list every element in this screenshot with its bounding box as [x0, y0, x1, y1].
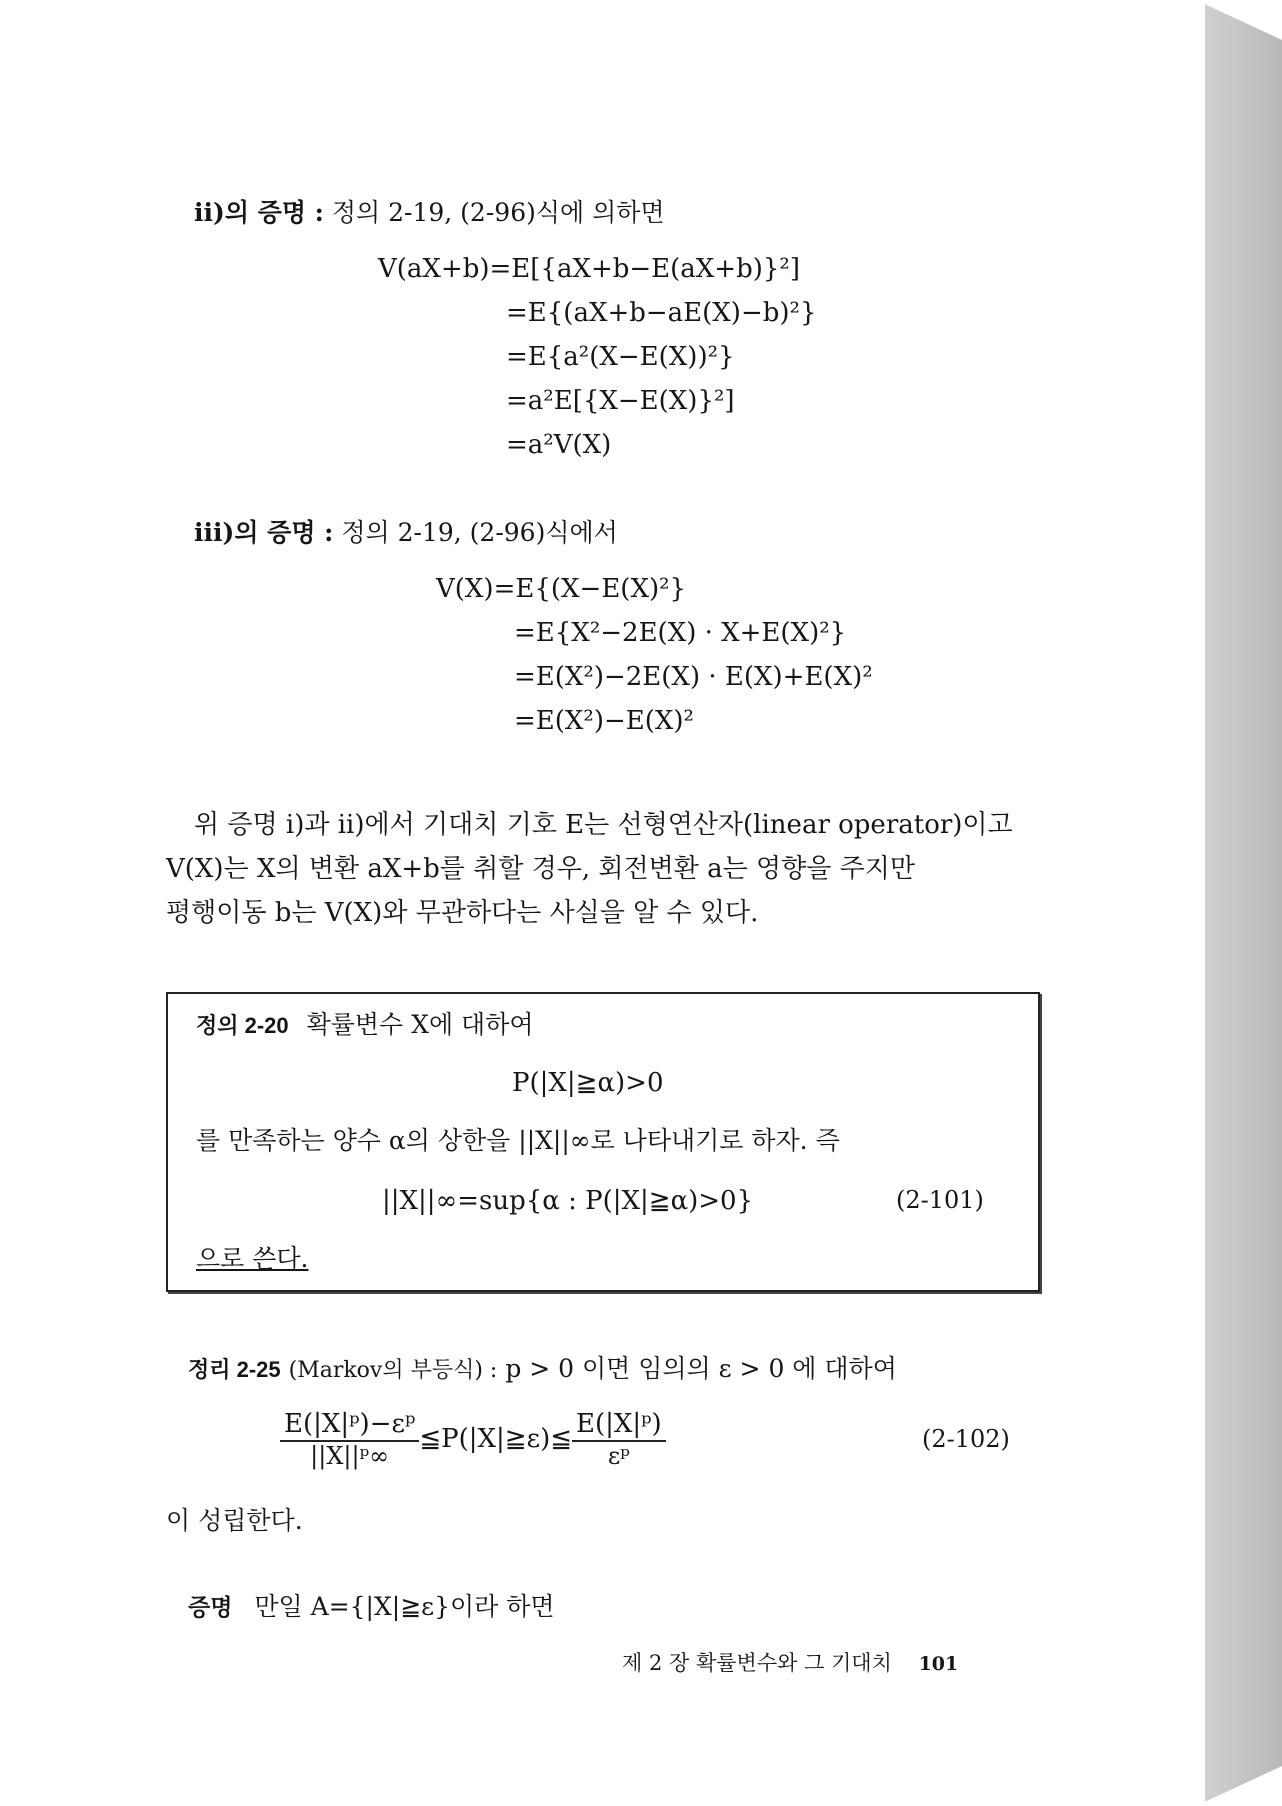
left-fraction-denominator: ||X||ᵖ∞ — [310, 1442, 390, 1470]
definition-box — [166, 992, 1040, 1292]
inequality-middle: ≦P(|X|≧ε)≦ — [419, 1424, 572, 1454]
right-fraction-numerator: E(|X|ᵖ) — [572, 1408, 666, 1442]
proof-start — [188, 1590, 555, 1624]
proof-ii-eq-3: =E{a²(X−E(X))²} — [506, 342, 735, 372]
theorem-heading — [188, 1352, 897, 1388]
footer-page-number: 101 — [918, 1653, 959, 1675]
paragraph-line-1: 위 증명 i)과 ii)에서 기대치 기호 E는 선형연산자(linear operator)이고 — [194, 810, 1013, 840]
definition-eq-number: (2-101) — [896, 1186, 984, 1214]
definition-text: 를 만족하는 양수 α의 상한을 ||X||∞로 나타내기로 하자. 즉 — [196, 1126, 840, 1155]
footer-chapter: 제 2 장 확률변수와 그 기대치 — [622, 1651, 892, 1675]
proof-ii-eq-2: =E{(aX+b−aE(X)−b)²} — [506, 298, 817, 328]
proof-start-text: 만일 A={|X|≧ε}이라 하면 — [254, 1592, 555, 1621]
theorem-eq-number: (2-102) — [922, 1425, 1010, 1453]
definition-formula: ||X||∞=sup{α : P(|X|≧α)>0} — [382, 1186, 754, 1216]
right-fraction-denominator: εᵖ — [607, 1442, 630, 1470]
definition-heading — [196, 1008, 534, 1043]
proof-iii-heading — [194, 516, 618, 550]
definition-condition: P(|X|≧α)>0 — [512, 1068, 664, 1098]
theorem-inequality — [280, 1408, 666, 1470]
book-edge-top-corner — [1196, 0, 1282, 40]
definition-label: 정의 2-20 — [196, 1013, 289, 1038]
book-edge-bottom-corner — [1196, 1766, 1282, 1806]
proof-iii-intro: 정의 2-19, (2-96)식에서 — [341, 518, 618, 547]
left-fraction-numerator: E(|X|ᵖ)−εᵖ — [280, 1408, 419, 1442]
proof-ii-eq-4: =a²E[{X−E(X)}²] — [506, 386, 735, 416]
proof-iii-eq-4: =E(X²)−E(X)² — [514, 706, 694, 736]
running-footer — [622, 1646, 958, 1681]
book-edge-shadow — [1205, 0, 1282, 1806]
paragraph-line-3: 평행이동 b는 V(X)와 무관하다는 사실을 알 수 있다. — [166, 898, 759, 928]
proof-start-label: 증명 — [188, 1594, 233, 1620]
theorem-closing: 이 성립한다. — [166, 1506, 303, 1535]
left-fraction — [280, 1408, 419, 1470]
theorem-name: (Markov의 부등식) : — [288, 1358, 498, 1383]
proof-iii-eq-1: V(X)=E{(X−E(X)²} — [436, 574, 687, 604]
proof-ii-eq-1: V(aX+b)=E[{aX+b−E(aX+b)}²] — [378, 254, 800, 284]
theorem-label: 정리 2-25 — [188, 1357, 281, 1382]
proof-ii-heading — [194, 196, 665, 230]
paragraph-line-2: V(X)는 X의 변환 aX+b를 취할 경우, 회전변환 a는 영향을 주지만 — [166, 854, 915, 884]
definition-closing: 으로 쓴다. — [196, 1244, 309, 1273]
proof-ii-label: ii)의 증명 : — [194, 198, 324, 227]
proof-ii-intro: 정의 2-19, (2-96)식에 의하면 — [331, 198, 665, 227]
right-fraction — [572, 1408, 666, 1470]
proof-iii-eq-2: =E{X²−2E(X) · X+E(X)²} — [514, 618, 847, 648]
theorem-statement: p > 0 이면 임의의 ε > 0 에 대하여 — [505, 1354, 897, 1383]
proof-ii-eq-5: =a²V(X) — [506, 430, 612, 460]
definition-intro: 확률변수 X에 대하여 — [306, 1010, 534, 1039]
proof-iii-label: iii)의 증명 : — [194, 518, 334, 547]
proof-iii-eq-3: =E(X²)−2E(X) · E(X)+E(X)² — [514, 662, 873, 692]
